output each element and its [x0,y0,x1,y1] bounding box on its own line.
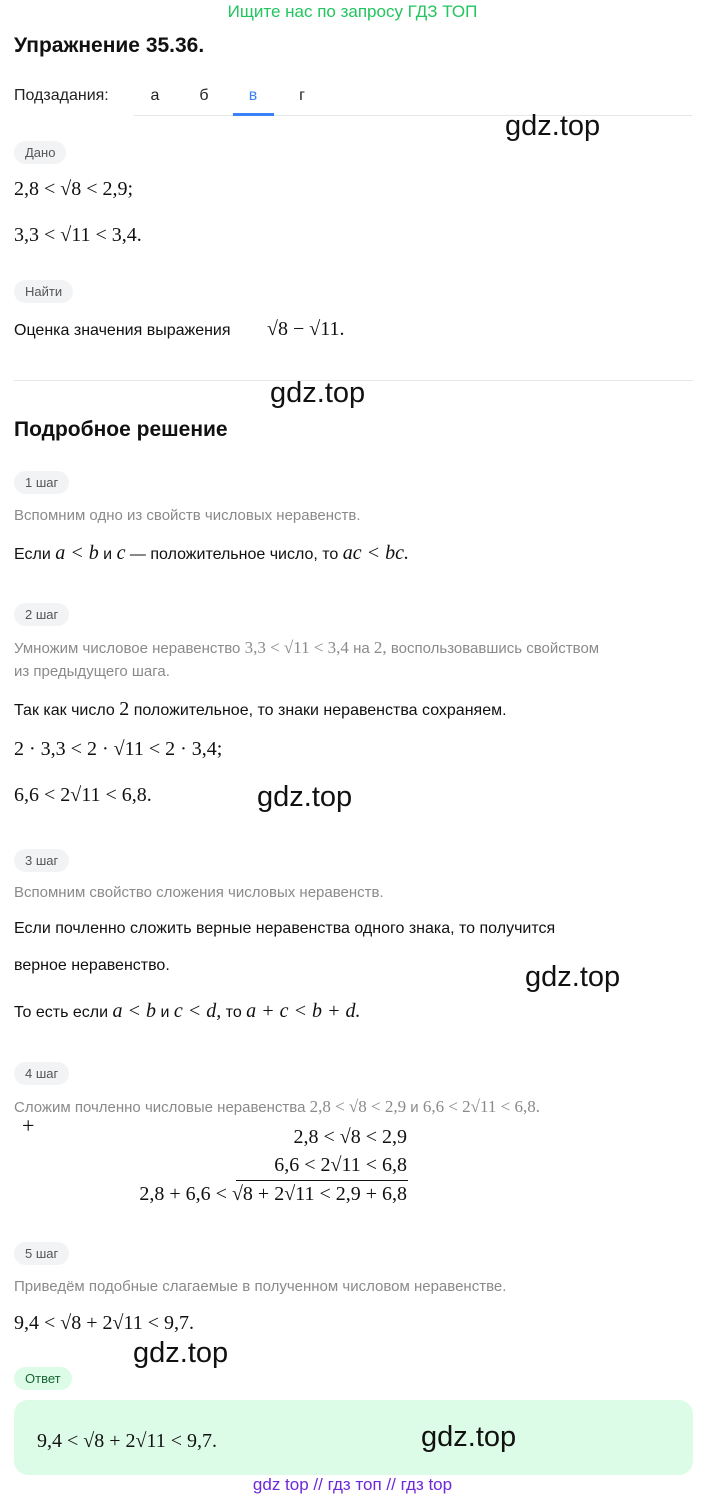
step-text: Так как число 2 положительное, то знаки неравенства сохраняем. [14,698,507,720]
math-line: 2 · 3,3 < 2 · √11 < 2 · 3,4; [14,738,223,760]
answer-badge: Ответ [14,1367,72,1390]
step-text: верное неравенство. [14,957,170,974]
tabs-baseline [134,115,692,116]
step-text: То есть если a < b и c < d, то a + c < b + d. [14,1000,361,1022]
step-hint: Сложим почленно числовые неравенства 2,8 < √8 < 2,9 и 6,6 < 2√11 < 6,8. [14,1097,540,1116]
page-title: Упражнение 35.36. [14,34,205,57]
tab-a[interactable]: а [150,87,160,104]
sum-row: 6,6 < 2√11 < 6,8 [274,1154,407,1176]
tab-g[interactable]: г [299,87,305,104]
watermark: gdz.top [257,781,353,813]
find-text: Оценка значения выражения [14,322,231,339]
plus-sign: + [22,1113,35,1138]
step-hint: Приведём подобные слагаемые в полученном числовом неравенстве. [14,1278,507,1295]
active-tab-indicator [233,113,274,116]
search-hint-banner: Ищите нас по запросу ГДЗ ТОП [227,2,478,21]
step-hint: Умножим числовое неравенство 3,3 < √11 < 3,4 на 2, воспользовавшись свойством [14,638,600,657]
tab-v[interactable]: в [248,87,258,104]
step-badge: 5 шаг [14,1242,69,1265]
given-line: 3,3 < √11 < 3,4. [14,224,142,246]
given-badge: Дано [14,141,66,164]
step-hint: Вспомним свойство сложения числовых неравенств. [14,884,384,901]
sum-row: 2,8 < √8 < 2,9 [293,1126,407,1148]
subtasks-label: Подзадания: [14,87,109,104]
find-expression: √8 − √11. [267,318,345,340]
step-text: Если почленно сложить верные неравенства одного знака, то получится [14,920,556,937]
step-badge: 1 шаг [14,471,69,494]
step-badge: 3 шаг [14,849,69,872]
step-badge: 4 шаг [14,1062,69,1085]
solution-title: Подробное решение [14,418,228,441]
step-hint: из предыдущего шага. [14,663,170,680]
watermark: gdz.top [505,110,601,142]
math-line: 9,4 < √8 + 2√11 < 9,7. [14,1312,195,1334]
watermark: gdz.top [133,1337,229,1369]
watermark: gdz.top [270,377,366,409]
watermark: gdz.top [525,961,621,993]
sum-line [236,1180,408,1181]
answer-line: 9,4 < √8 + 2√11 < 9,7. [37,1430,218,1452]
footer-links[interactable]: gdz top // гдз топ // гдз top [252,1475,453,1494]
watermark: gdz.top [421,1421,517,1453]
given-line: 2,8 < √8 < 2,9; [14,178,134,200]
step-badge: 2 шаг [14,603,69,626]
sum-row: 2,8 + 6,6 < √8 + 2√11 < 2,9 + 6,8 [139,1183,407,1205]
find-badge: Найти [14,280,73,303]
math-line: 6,6 < 2√11 < 6,8. [14,784,152,806]
step-hint: Вспомним одно из свойств числовых неравенств. [14,507,361,524]
step-text: Если a < b и c — положительное число, то ac < bc. [14,542,410,564]
tab-b[interactable]: б [199,87,209,104]
